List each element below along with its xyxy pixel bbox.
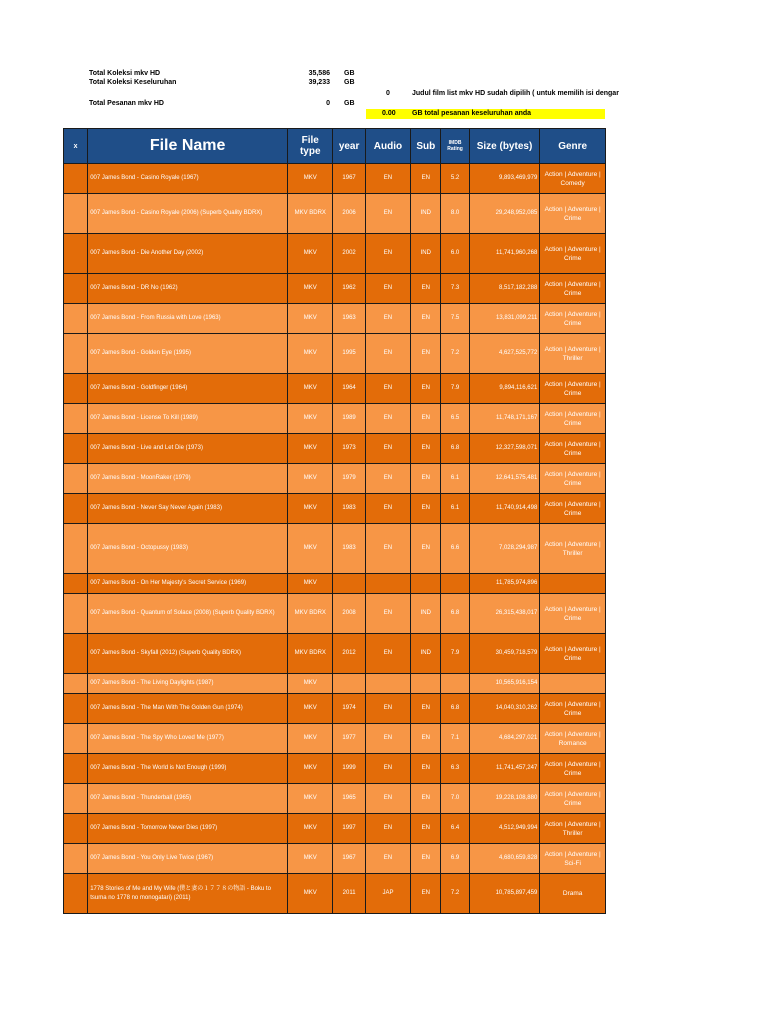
header-file-type[interactable]: File type [288,129,333,164]
file-name-cell: 007 James Bond - You Only Live Twice (1967) [88,844,288,874]
genre-cell: Action | Adventure | Crime [540,274,606,304]
file-name-cell: 1778 Stories of Me and My Wife (僕と妻の１７７８の物語 - Boku to tsuma no 1778 no monogatari) (2011) [88,874,288,914]
sub-cell: EN [411,434,441,464]
year-cell: 2008 [333,594,365,634]
size-cell: 12,641,575,481 [469,464,540,494]
table-header-row [64,129,606,164]
sub-cell [411,574,441,594]
table-row[interactable] [64,874,606,914]
audio-cell: EN [365,694,410,724]
sub-cell: IND [411,234,441,274]
year-cell: 1973 [333,434,365,464]
genre-cell: Action | Adventure | Crime [540,374,606,404]
x-cell[interactable] [64,694,88,724]
x-cell[interactable] [64,164,88,194]
x-cell[interactable] [64,304,88,334]
x-cell[interactable] [64,754,88,784]
file-name-cell: 007 James Bond - On Her Majesty's Secret Service (1969) [88,574,288,594]
file-type-cell: MKV [288,404,333,434]
size-cell: 7,028,294,987 [469,524,540,574]
imdb-rating-cell: 7.3 [441,274,469,304]
table-row[interactable] [64,754,606,784]
order-label: Total Pesanan mkv HD [89,100,164,107]
genre-cell: Action | Adventure | Crime [540,434,606,464]
year-cell: 1989 [333,404,365,434]
size-cell: 4,684,297,021 [469,724,540,754]
file-name-cell: 007 James Bond - Golden Eye (1995) [88,334,288,374]
selected-count: 0 [386,90,390,97]
audio-cell: EN [365,194,410,234]
audio-cell: EN [365,304,410,334]
total-all-value: 39,233 [308,79,330,86]
genre-cell: Action | Adventure | Comedy [540,164,606,194]
header-genre[interactable]: Genre [540,129,606,164]
file-type-cell: MKV [288,574,333,594]
audio-cell: EN [365,164,410,194]
genre-cell [540,574,606,594]
imdb-rating-cell: 6.8 [441,434,469,464]
genre-cell: Action | Adventure | Crime [540,784,606,814]
imdb-rating-cell: 6.5 [441,404,469,434]
table-row[interactable] [64,464,606,494]
audio-cell: EN [365,844,410,874]
size-cell: 4,512,949,994 [469,814,540,844]
audio-cell: EN [365,234,410,274]
table-row[interactable] [64,304,606,334]
file-type-cell: MKV [288,724,333,754]
selected-note: Judul film list mkv HD sudah dipilih ( untuk memilih isi dengar [412,90,619,97]
imdb-rating-cell: 7.9 [441,634,469,674]
file-type-cell: MKV [288,274,333,304]
year-cell: 1967 [333,164,365,194]
x-cell[interactable] [64,874,88,914]
imdb-rating-cell: 6.3 [441,754,469,784]
total-mkv-value: 35,586 [308,70,330,77]
size-cell: 29,248,952,085 [469,194,540,234]
sub-cell: EN [411,844,441,874]
sub-cell: IND [411,594,441,634]
year-cell: 2011 [333,874,365,914]
audio-cell: EN [365,434,410,464]
imdb-rating-cell: 7.5 [441,304,469,334]
x-cell[interactable] [64,434,88,464]
total-all-unit: GB [344,79,355,86]
table-row[interactable] [64,194,606,234]
sub-cell: EN [411,874,441,914]
table-row[interactable] [64,674,606,694]
audio-cell [365,674,410,694]
x-cell[interactable] [64,594,88,634]
file-name-cell: 007 James Bond - The Spy Who Loved Me (1977) [88,724,288,754]
file-type-cell: MKV BDRX [288,634,333,674]
total-mkv-unit: GB [344,70,355,77]
imdb-rating-cell: 5.2 [441,164,469,194]
imdb-rating-cell: 6.4 [441,814,469,844]
table-row[interactable] [64,234,606,274]
year-cell: 2006 [333,194,365,234]
genre-cell: Action | Adventure | Crime [540,754,606,784]
genre-cell: Action | Adventure | Romance [540,724,606,754]
order-value: 0 [326,100,330,107]
table-row[interactable] [64,814,606,844]
film-rows [64,164,606,914]
file-name-cell: 007 James Bond - Never Say Never Again (1983) [88,494,288,524]
sub-cell: EN [411,464,441,494]
size-cell: 30,459,718,579 [469,634,540,674]
file-type-cell: MKV [288,334,333,374]
order-gb-note: GB total pesanan keseluruhan anda [412,110,532,117]
genre-cell: Action | Adventure | Crime [540,464,606,494]
table-row[interactable] [64,434,606,464]
audio-cell: EN [365,494,410,524]
file-name-cell: 007 James Bond - The Man With The Golden Gun (1974) [88,694,288,724]
x-cell[interactable] [64,334,88,374]
x-cell[interactable] [64,404,88,434]
file-type-cell: MKV [288,784,333,814]
x-cell[interactable] [64,194,88,234]
year-cell: 1964 [333,374,365,404]
year-cell [333,574,365,594]
file-type-cell: MKV BDRX [288,194,333,234]
sub-cell: IND [411,194,441,234]
file-name-cell: 007 James Bond - Casino Royale (2006) (Superb Quality BDRX) [88,194,288,234]
file-name-cell: 007 James Bond - Die Another Day (2002) [88,234,288,274]
year-cell: 1962 [333,274,365,304]
file-name-cell: 007 James Bond - Casino Royale (1967) [88,164,288,194]
size-cell: 10,565,916,154 [469,674,540,694]
imdb-rating-cell: 6.8 [441,694,469,724]
size-cell: 12,327,598,071 [469,434,540,464]
audio-cell: EN [365,404,410,434]
order-gb-highlight [366,109,605,119]
file-name-cell: 007 James Bond - Live and Let Die (1973) [88,434,288,464]
genre-cell: Action | Adventure | Thriller [540,334,606,374]
year-cell: 1974 [333,694,365,724]
genre-cell: Action | Adventure | Thriller [540,524,606,574]
year-cell: 1965 [333,784,365,814]
genre-cell: Action | Adventure | Crime [540,594,606,634]
x-cell[interactable] [64,234,88,274]
file-name-cell: 007 James Bond - Thunderball (1965) [88,784,288,814]
file-type-cell: MKV [288,374,333,404]
imdb-rating-cell: 7.2 [441,334,469,374]
year-cell: 1983 [333,524,365,574]
file-type-cell: MKV [288,164,333,194]
size-cell: 13,831,099,211 [469,304,540,334]
table-row[interactable] [64,494,606,524]
genre-cell: Action | Adventure | Crime [540,494,606,524]
x-cell[interactable] [64,464,88,494]
sub-cell: EN [411,694,441,724]
file-type-cell: MKV [288,434,333,464]
year-cell: 2002 [333,234,365,274]
file-type-cell: MKV BDRX [288,594,333,634]
x-cell[interactable] [64,574,88,594]
sub-cell: EN [411,164,441,194]
year-cell: 1995 [333,334,365,374]
imdb-rating-cell: 7.2 [441,874,469,914]
audio-cell: JAP [365,874,410,914]
header-audio[interactable]: Audio [365,129,410,164]
header-sub[interactable]: Sub [411,129,441,164]
table-row[interactable] [64,634,606,674]
year-cell: 2012 [333,634,365,674]
imdb-rating-cell: 7.1 [441,724,469,754]
genre-cell: Action | Adventure | Crime [540,194,606,234]
file-name-cell: 007 James Bond - Goldfinger (1964) [88,374,288,404]
file-type-cell: MKV [288,494,333,524]
x-cell[interactable] [64,494,88,524]
sub-cell: IND [411,634,441,674]
x-cell[interactable] [64,674,88,694]
table-row[interactable] [64,724,606,754]
sub-cell [411,674,441,694]
order-unit: GB [344,100,355,107]
size-cell: 11,741,960,268 [469,234,540,274]
file-name-cell: 007 James Bond - DR No (1962) [88,274,288,304]
size-cell: 9,894,116,621 [469,374,540,404]
audio-cell: EN [365,524,410,574]
audio-cell: EN [365,814,410,844]
table-row[interactable] [64,574,606,594]
genre-cell: Action | Adventure | Crime [540,694,606,724]
audio-cell: EN [365,274,410,304]
genre-cell: Drama [540,874,606,914]
imdb-rating-cell: 6.0 [441,234,469,274]
imdb-rating-cell [441,574,469,594]
imdb-rating-cell: 6.6 [441,524,469,574]
x-cell[interactable] [64,524,88,574]
imdb-rating-cell: 6.1 [441,494,469,524]
imdb-rating-cell: 8.0 [441,194,469,234]
sub-cell: EN [411,754,441,784]
sub-cell: EN [411,404,441,434]
genre-cell: Action | Adventure | Crime [540,234,606,274]
file-name-cell: 007 James Bond - Quantum of Solace (2008) (Superb Quality BDRX) [88,594,288,634]
table-row[interactable] [64,404,606,434]
audio-cell: EN [365,464,410,494]
sub-cell: EN [411,334,441,374]
table-row[interactable] [64,164,606,194]
audio-cell: EN [365,724,410,754]
audio-cell: EN [365,374,410,404]
sub-cell: EN [411,724,441,754]
year-cell: 1963 [333,304,365,334]
sub-cell: EN [411,784,441,814]
sub-cell: EN [411,524,441,574]
header-x[interactable]: x [64,129,88,164]
file-type-cell: MKV [288,674,333,694]
size-cell: 11,748,171,167 [469,404,540,434]
size-cell: 14,040,310,262 [469,694,540,724]
size-cell: 19,228,108,880 [469,784,540,814]
year-cell: 1997 [333,814,365,844]
imdb-rating-cell: 6.8 [441,594,469,634]
sub-cell: EN [411,304,441,334]
size-cell: 11,785,974,896 [469,574,540,594]
size-cell: 26,315,438,017 [469,594,540,634]
file-type-cell: MKV [288,754,333,784]
file-name-cell: 007 James Bond - The Living Daylights (1987) [88,674,288,694]
year-cell: 1977 [333,724,365,754]
size-cell: 10,785,897,459 [469,874,540,914]
file-name-cell: 007 James Bond - MoonRaker (1979) [88,464,288,494]
table-row[interactable] [64,274,606,304]
header-year[interactable]: year [333,129,365,164]
table-row[interactable] [64,594,606,634]
table-row[interactable] [64,844,606,874]
file-type-cell: MKV [288,844,333,874]
audio-cell: EN [365,594,410,634]
audio-cell: EN [365,634,410,674]
table-row[interactable] [64,374,606,404]
file-name-cell: 007 James Bond - Tomorrow Never Dies (1997) [88,814,288,844]
size-cell: 4,627,525,772 [469,334,540,374]
header-size[interactable]: Size (bytes) [469,129,540,164]
header-file-name[interactable]: File Name [88,129,288,164]
year-cell: 1979 [333,464,365,494]
size-cell: 9,893,469,979 [469,164,540,194]
file-type-cell: MKV [288,234,333,274]
film-table [63,128,606,914]
total-mkv-label: Total Koleksi mkv HD [89,70,161,77]
imdb-rating-cell: 6.1 [441,464,469,494]
file-name-cell: 007 James Bond - From Russia with Love (1963) [88,304,288,334]
table-row[interactable] [64,524,606,574]
file-type-cell: MKV [288,524,333,574]
x-cell[interactable] [64,274,88,304]
table-row[interactable] [64,784,606,814]
table-row[interactable] [64,334,606,374]
x-cell[interactable] [64,844,88,874]
header-imdb-rating[interactable]: IMDB Rating [441,129,469,164]
audio-cell: EN [365,334,410,374]
file-type-cell: MKV [288,694,333,724]
genre-cell [540,674,606,694]
genre-cell: Action | Adventure | Thriller [540,814,606,844]
file-name-cell: 007 James Bond - Skyfall (2012) (Superb Quality BDRX) [88,634,288,674]
total-all-label: Total Koleksi Keseluruhan [89,79,177,86]
file-type-cell: MKV [288,304,333,334]
audio-cell: EN [365,754,410,784]
genre-cell: Action | Adventure | Sci-Fi [540,844,606,874]
file-name-cell: 007 James Bond - License To Kill (1989) [88,404,288,434]
x-cell[interactable] [64,374,88,404]
file-type-cell: MKV [288,464,333,494]
file-name-cell: 007 James Bond - The World is Not Enough (1999) [88,754,288,784]
size-cell: 8,517,182,288 [469,274,540,304]
sub-cell: EN [411,374,441,404]
file-name-cell: 007 James Bond - Octopussy (1983) [88,524,288,574]
size-cell: 11,741,457,247 [469,754,540,784]
imdb-rating-cell [441,674,469,694]
sub-cell: EN [411,814,441,844]
size-cell: 11,740,914,498 [469,494,540,524]
order-gb-value: 0.00 [382,110,396,117]
genre-cell: Action | Adventure | Crime [540,634,606,674]
sub-cell: EN [411,494,441,524]
audio-cell [365,574,410,594]
x-cell[interactable] [64,724,88,754]
year-cell: 1999 [333,754,365,784]
sub-cell: EN [411,274,441,304]
file-type-cell: MKV [288,814,333,844]
year-cell: 1967 [333,844,365,874]
genre-cell: Action | Adventure | Crime [540,304,606,334]
x-cell[interactable] [64,814,88,844]
audio-cell: EN [365,784,410,814]
size-cell: 4,680,659,828 [469,844,540,874]
year-cell [333,674,365,694]
imdb-rating-cell: 7.9 [441,374,469,404]
imdb-rating-cell: 7.0 [441,784,469,814]
table-row[interactable] [64,694,606,724]
file-type-cell: MKV [288,874,333,914]
year-cell: 1983 [333,494,365,524]
imdb-rating-cell: 6.9 [441,844,469,874]
x-cell[interactable] [64,634,88,674]
genre-cell: Action | Adventure | Crime [540,404,606,434]
x-cell[interactable] [64,784,88,814]
